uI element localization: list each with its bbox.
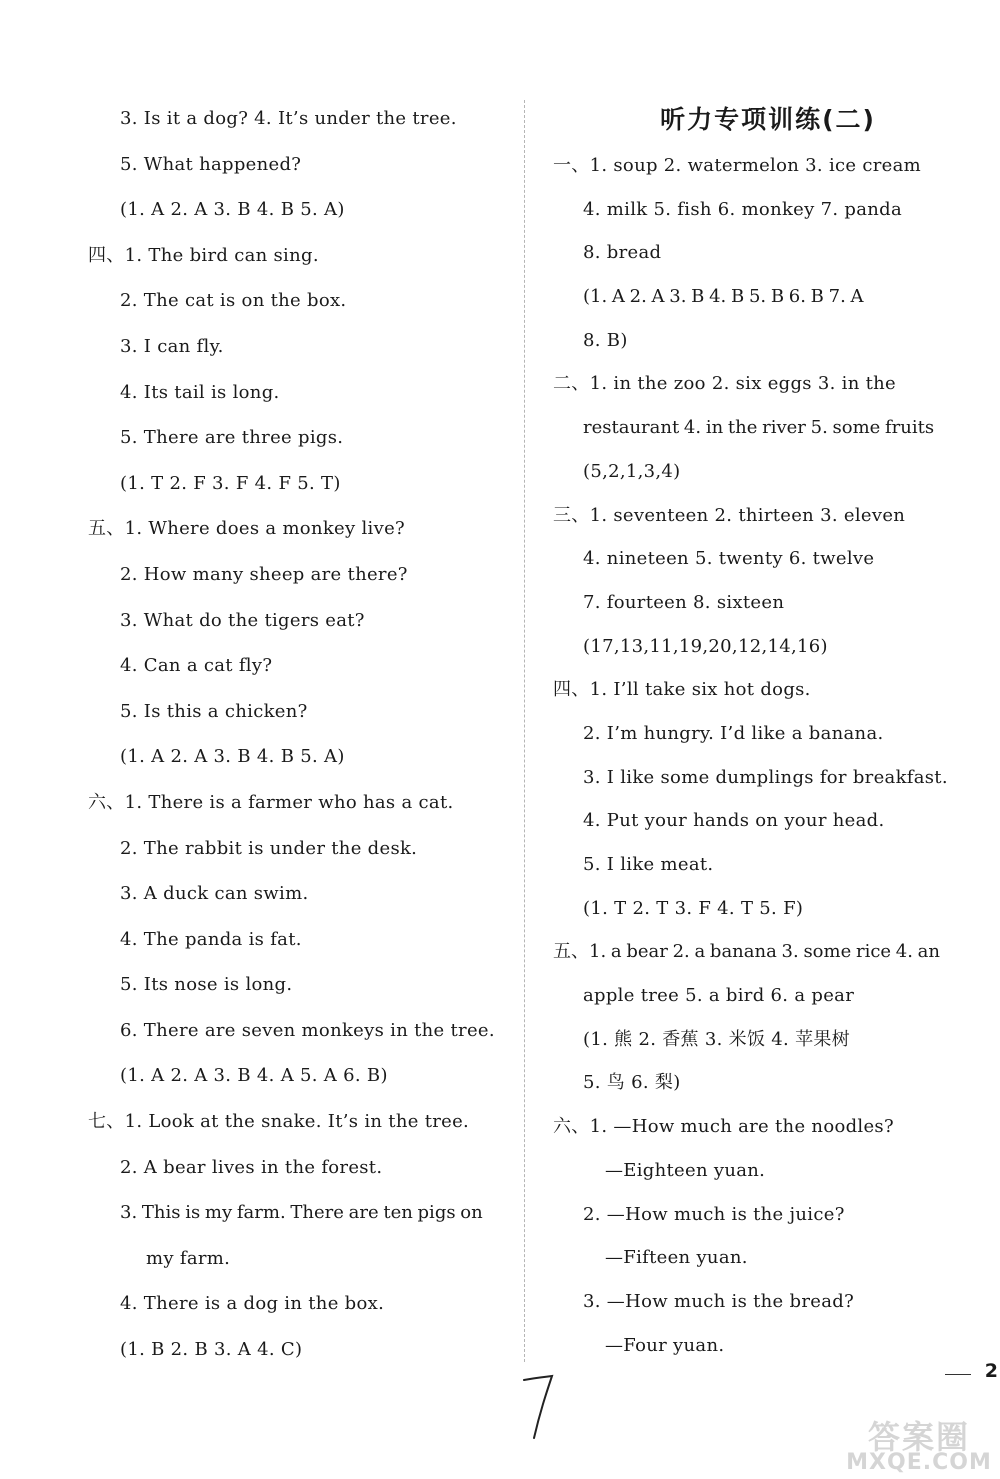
dialogue-reply: —Four yuan. (605, 1334, 725, 1356)
dialogue-question: 2. —How much is the juice? (583, 1203, 845, 1225)
section-3-start: 三、1. seventeen 2. thirteen 3. eleven (553, 504, 906, 526)
answer-key-line: (1. A 2. A 3. B 4. B 5. A) (120, 199, 345, 221)
watermark-url: MXQE.COM (846, 1450, 992, 1475)
answer-line: restaurant 4. in the river 5. some fruits (583, 417, 935, 439)
dialogue-reply: —Eighteen yuan. (605, 1159, 766, 1181)
answer-key-line: (1. B 2. B 3. A 4. C) (120, 1339, 303, 1361)
answer-key-line: (1. A 2. A 3. B 4. B 5. B 6. B 7. A (583, 286, 864, 308)
section-5-start: 五、1. Where does a monkey live? (88, 518, 405, 540)
right-column (553, 96, 983, 1367)
section-2-start: 二、1. in the zoo 2. six eggs 3. in the (553, 373, 897, 395)
left-column (88, 96, 518, 1373)
section-4-start: 四、1. The bird can sing. (88, 244, 319, 266)
answer-key-line: (1. 熊 2. 香蕉 3. 米饭 4. 苹果树 (583, 1028, 850, 1050)
answer-line: 5. Is this a chicken? (120, 700, 308, 722)
answer-line: 4. nineteen 5. twenty 6. twelve (583, 548, 875, 570)
answer-line-continuation: apple tree 5. a bird 6. a pear (583, 985, 855, 1007)
answer-line-continuation: my farm. (146, 1247, 231, 1269)
answer-line: 3. A duck can swim. (120, 883, 309, 905)
answer-key-line: 5. 鸟 6. 梨) (583, 1072, 681, 1094)
answer-line: 8. bread (583, 242, 662, 264)
section-heading: 听力专项训练(二) (660, 105, 876, 134)
answer-line: 2. A bear lives in the forest. (120, 1156, 383, 1178)
answer-line: 3. Is it a dog? 4. It’s under the tree. (120, 108, 457, 129)
answer-line: 7. fourteen 8. sixteen (583, 591, 785, 613)
section-6-start: 六、1. —How much are the noodles? (553, 1116, 894, 1138)
answer-line: 6. There are seven monkeys in the tree. (120, 1019, 495, 1041)
watermark-logo (840, 1410, 998, 1478)
section-4-start: 四、1. I’ll take six hot dogs. (553, 679, 811, 701)
answer-key-line: (1. T 2. T 3. F 4. T 5. F) (583, 897, 804, 919)
section-1-start: 一、1. soup 2. watermelon 3. ice cream (553, 155, 922, 176)
answer-line: 4. milk 5. fish 6. monkey 7. panda (583, 198, 903, 220)
answer-line: 5. Its nose is long. (120, 974, 293, 996)
page-number: 2 (984, 1360, 998, 1382)
answer-line: 4. Put your hands on your head. (583, 810, 885, 832)
answer-line: 3. What do the tigers eat? (120, 609, 365, 631)
answer-line: 3. I like some dumplings for breakfast. (583, 766, 948, 788)
answer-line: 2. The rabbit is under the desk. (120, 837, 418, 859)
dialogue-question: 3. —How much is the bread? (583, 1290, 855, 1312)
answer-line: 2. How many sheep are there? (120, 563, 408, 585)
answer-line: 2. I’m hungry. I’d like a banana. (583, 722, 884, 744)
section-6-start: 六、1. There is a farmer who has a cat. (88, 791, 454, 813)
answer-key-line: 8. B) (583, 329, 628, 351)
answer-line: 5. What happened? (120, 153, 302, 175)
answer-line: 3. I can fly. (120, 335, 224, 357)
answer-key-line: (17,13,11,19,20,12,14,16) (583, 635, 828, 657)
answer-key-line: (1. A 2. A 3. B 4. A 5. A 6. B) (120, 1065, 388, 1087)
answer-line: 5. I like meat. (583, 854, 714, 875)
answer-key-line: (5,2,1,3,4) (583, 460, 681, 482)
answer-line: 2. The cat is on the box. (120, 290, 347, 312)
section-5-start: 五、1. a bear 2. a banana 3. some rice 4. an (553, 941, 941, 963)
page-number-dash (945, 1374, 971, 1375)
handwritten-mark (520, 1372, 560, 1442)
answer-key-line: (1. T 2. F 3. F 4. F 5. T) (120, 472, 341, 494)
answer-line: 5. There are three pigs. (120, 427, 344, 449)
answer-line: 4. There is a dog in the box. (120, 1293, 385, 1315)
answer-line: 4. Can a cat fly? (120, 655, 273, 677)
answer-line: 3. This is my farm. There are ten pigs on (120, 1202, 483, 1224)
answer-key-line: (1. A 2. A 3. B 4. B 5. A) (120, 746, 345, 768)
answer-line: 4. The panda is fat. (120, 928, 302, 950)
watermark-text: 答案圈 (867, 1418, 970, 1456)
column-divider (524, 100, 525, 1362)
section-7-start: 七、1. Look at the snake. It’s in the tree. (88, 1111, 470, 1133)
answer-line: 4. Its tail is long. (120, 381, 280, 403)
dialogue-reply: —Fifteen yuan. (605, 1247, 748, 1269)
